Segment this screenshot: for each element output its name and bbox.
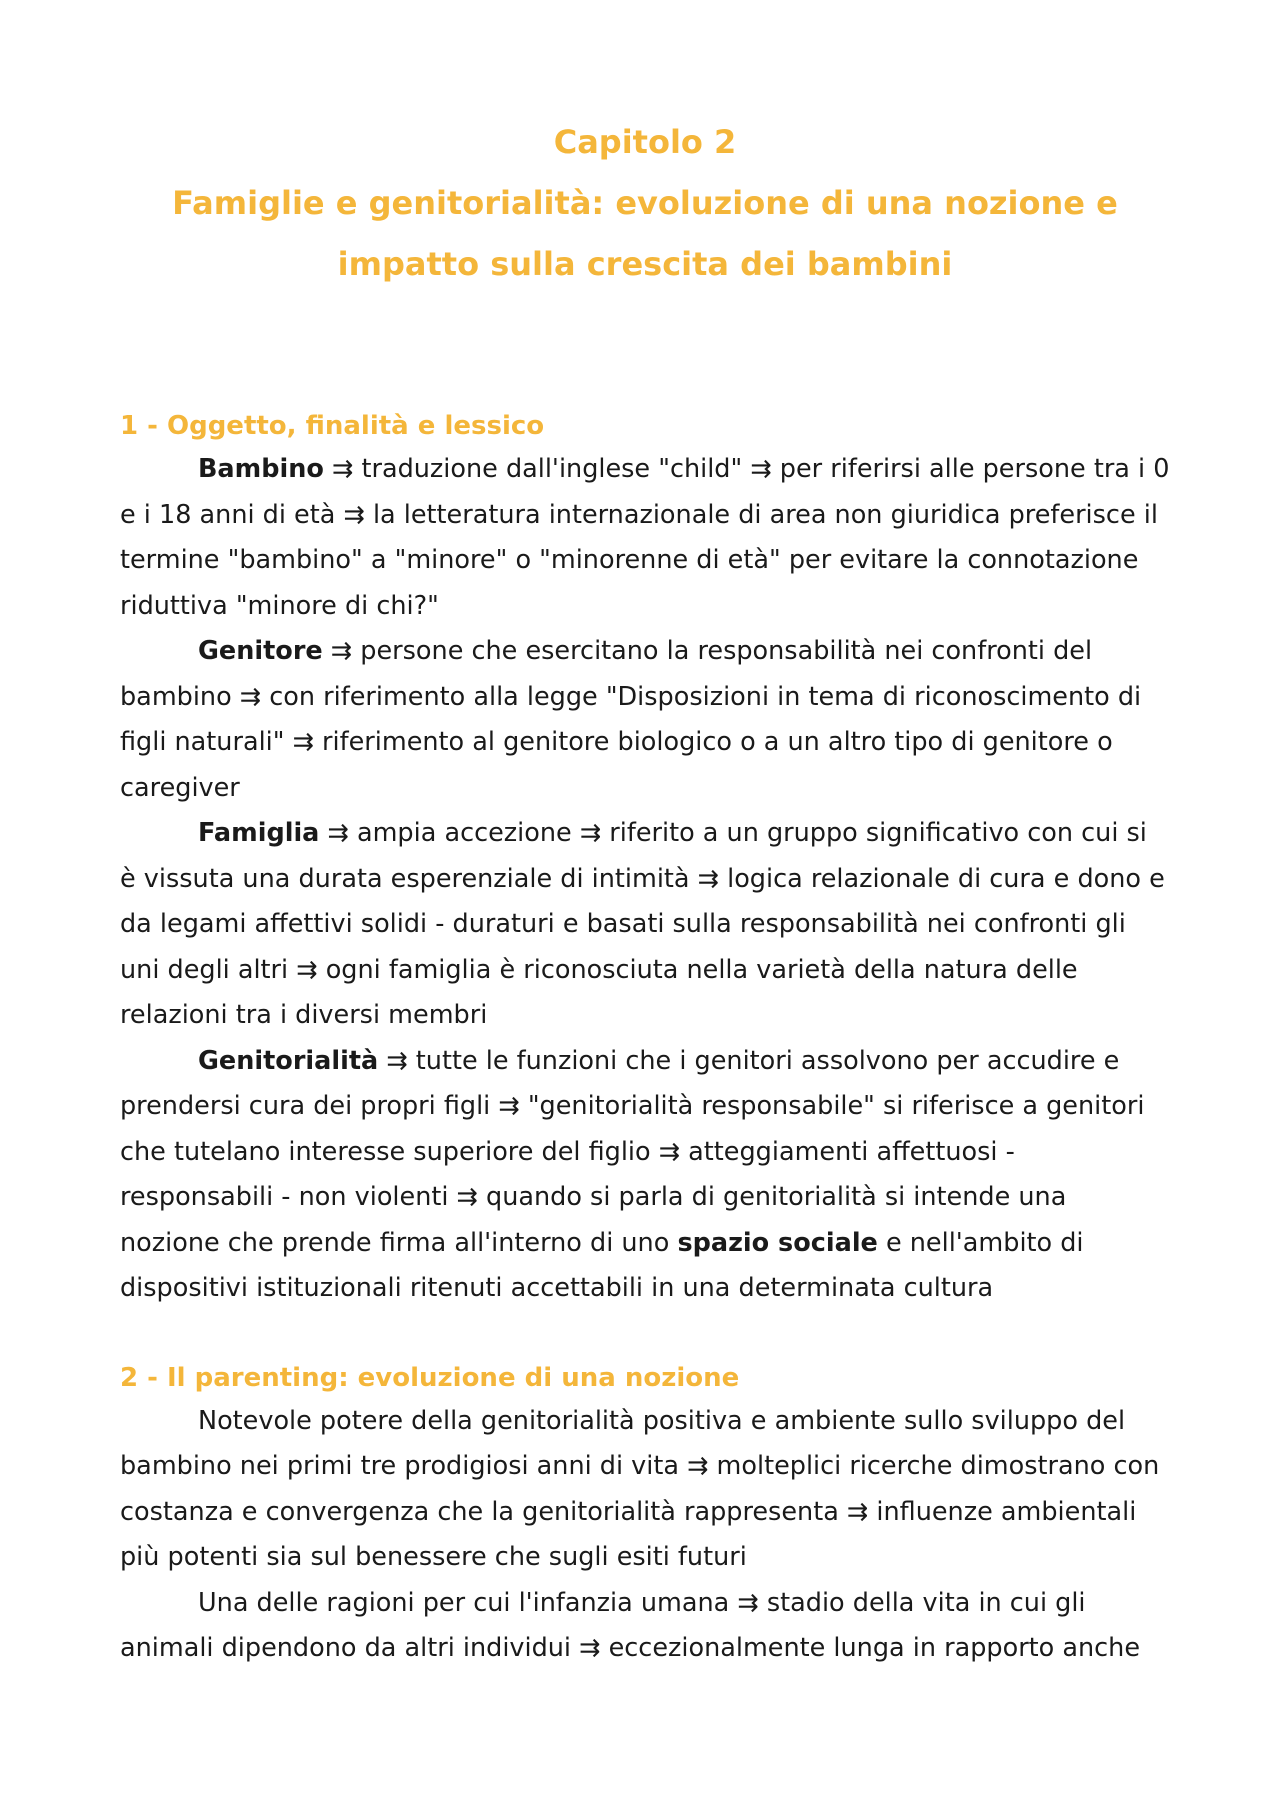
section-2-heading: 2 - Il parenting: evoluzione di una nozione	[120, 1362, 740, 1393]
chapter-title-line-1: Famiglie e genitorialità: evoluzione di una nozione e	[172, 184, 1118, 222]
term-famiglia: Famiglia	[198, 818, 320, 848]
term-bambino: Bambino	[198, 454, 324, 484]
term-genitore: Genitore	[198, 636, 323, 666]
section-1-heading: 1 - Oggetto, finalità e lessico	[120, 411, 545, 441]
bold-spazio-sociale: spazio sociale	[677, 1227, 878, 1258]
chapter-title-block	[120, 112, 1170, 295]
paragraph-parenting-2: Una delle ragioni per cui l'infanzia umana ⇉ stadio della vita in cui gli animali dipendono da altri individui ⇉ eccezionalmente lunga in rapporto anche	[120, 1587, 1141, 1663]
definition-famiglia: ⇉ ampia accezione ⇉ riferito a un gruppo significativo con cui si è vissuta una durata esperenziale di intimità ⇉ logica relazionale di cura e dono e da legami affettivi solidi - duraturi e basati sulla responsabilità nei confronti gli uni degli altri ⇉ ogni famiglia è riconosciuta nella varietà della natura delle relazioni tra i diversi membri	[120, 818, 1165, 1030]
definition-genitore: ⇉ persone che esercitano la responsabilità nei confronti del bambino ⇉ con riferimento alla legge "Disposizioni in tema di riconoscimento di figli naturali" ⇉ riferimento al genitore biologico o a un altro tipo di genitore o caregiver	[120, 636, 1142, 803]
definition-bambino: ⇉ traduzione dall'inglese "child" ⇉ per riferirsi alle persone tra i 0 e i 18 anni di età ⇉ la letteratura internazionale di area non giuridica preferisce il termine "bambino" a "minore" o "minorenne di età" per evitare la connotazione riduttiva "minore di chi?"	[120, 454, 1170, 621]
definition-genitorialita-part-2: e nell'ambito di dispositivi istituzionali ritenuti accettabili in una determinata cultura	[120, 1227, 1084, 1303]
paragraph-parenting-1: Notevole potere della genitorialità positiva e ambiente sullo sviluppo del bambino nei primi tre prodigiosi anni di vita ⇉ molteplici ricerche dimostrano con costanza e convergenza che la genitorialità rappresenta ⇉ influenze ambientali più potenti sia sul benessere che sugli esiti futuri	[120, 1405, 1160, 1572]
chapter-number: Capitolo 2	[553, 123, 737, 161]
document-page	[120, 112, 1170, 1672]
paragraph-genitorialita	[120, 1039, 1170, 1312]
definition-genitorialita-part-1: ⇉ tutte le funzioni che i genitori assolvono per accudire e prendersi cura dei propri figli ⇉ "genitorialità responsabile" si riferisce a genitori che tutelano interesse superiore del figlio ⇉ atteggiamenti affettuosi - responsabili - non violenti ⇉ quando si parla di genitorialità si intende una nozione che prende firma all'interno di uno	[120, 1045, 1145, 1258]
paragraph-famiglia	[120, 811, 1170, 1039]
term-genitorialita: Genitorialità	[198, 1045, 379, 1076]
paragraph-genitore	[120, 629, 1170, 811]
paragraph-bambino	[120, 447, 1170, 629]
section-spacer	[120, 1312, 1170, 1357]
chapter-title-line-2: impatto sulla crescita dei bambini	[337, 245, 953, 283]
